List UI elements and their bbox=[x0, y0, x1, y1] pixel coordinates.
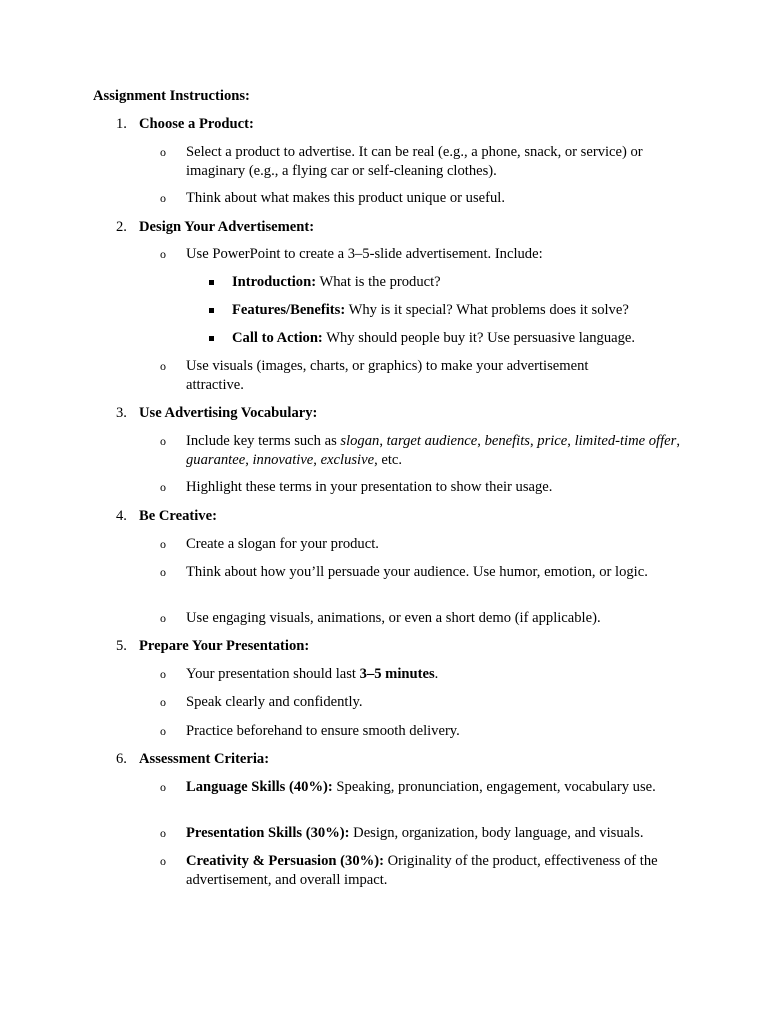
list-item: Highlight these terms in your presentation to show their usage. bbox=[186, 479, 553, 495]
sub-list-item bbox=[232, 329, 692, 348]
sub-item-text: Why is it special? What problems does it solve? bbox=[345, 302, 629, 318]
hollow-bullet-icon: o bbox=[160, 780, 166, 794]
sub-item-label: Features/Benefits: bbox=[232, 302, 346, 318]
hollow-bullet-icon: o bbox=[160, 854, 166, 868]
criteria-label: Presentation Skills (30%): bbox=[186, 825, 350, 841]
section-title: Design Your Advertisement: bbox=[139, 219, 315, 235]
hollow-bullet-icon: o bbox=[160, 434, 166, 448]
criteria-item bbox=[186, 778, 666, 797]
list-item: Create a slogan for your product. bbox=[186, 536, 379, 552]
vocabulary-term: exclusive bbox=[320, 451, 375, 468]
hollow-bullet-icon: o bbox=[160, 247, 166, 261]
vocabulary-intro: Include key terms such as bbox=[186, 433, 341, 449]
sub-item-text: Why should people buy it? Use persuasive language. bbox=[322, 330, 636, 346]
section-number: 4. bbox=[116, 508, 127, 524]
sub-list-item bbox=[232, 301, 692, 320]
hollow-bullet-icon: o bbox=[160, 191, 166, 205]
vocabulary-term: guarantee bbox=[186, 451, 246, 468]
duration-text-after: . bbox=[434, 666, 439, 682]
list-item: Think about what makes this product unique or useful. bbox=[186, 190, 505, 206]
hollow-bullet-icon: o bbox=[160, 611, 166, 625]
vocabulary-term: limited-time offer bbox=[574, 433, 677, 449]
sub-item-label: Call to Action: bbox=[232, 330, 323, 346]
section-title: Be Creative: bbox=[139, 508, 217, 524]
hollow-bullet-icon: o bbox=[160, 145, 166, 159]
assignment-heading: Assignment Instructions: bbox=[93, 88, 250, 104]
list-item: Speak clearly and confidently. bbox=[186, 694, 363, 710]
list-item bbox=[186, 665, 686, 684]
section-number: 2. bbox=[116, 219, 127, 235]
hollow-bullet-icon: o bbox=[160, 724, 166, 738]
section-number: 5. bbox=[116, 638, 127, 654]
hollow-bullet-icon: o bbox=[160, 480, 166, 494]
criteria-item bbox=[186, 852, 678, 889]
criteria-text: Speaking, pronunciation, engagement, vocabulary use. bbox=[332, 779, 656, 795]
list-item: Think about how you’ll persuade your audience. Use humor, emotion, or logic. bbox=[186, 564, 648, 580]
vocabulary-term: target audience bbox=[386, 433, 478, 449]
hollow-bullet-icon: o bbox=[160, 359, 166, 373]
hollow-bullet-icon: o bbox=[160, 695, 166, 709]
list-item: Practice beforehand to ensure smooth delivery. bbox=[186, 723, 460, 739]
section-title: Assessment Criteria: bbox=[139, 751, 270, 767]
list-item: Use PowerPoint to create a 3–5-slide advertisement. Include: bbox=[186, 246, 543, 262]
sub-item-text: What is the product? bbox=[316, 274, 441, 290]
hollow-bullet-icon: o bbox=[160, 537, 166, 551]
hollow-bullet-icon: o bbox=[160, 667, 166, 681]
vocabulary-term: benefits bbox=[484, 433, 530, 449]
sub-list-item bbox=[232, 273, 692, 292]
square-bullet-icon bbox=[209, 336, 214, 341]
list-item: Use visuals (images, charts, or graphics) to make your advertisement attractive. bbox=[186, 358, 589, 393]
duration-text-before: Your presentation should last bbox=[186, 666, 360, 682]
sub-item-label: Introduction: bbox=[232, 274, 317, 290]
duration-value: 3–5 minutes bbox=[359, 666, 435, 682]
vocabulary-term: slogan bbox=[340, 433, 380, 449]
section-number: 1. bbox=[116, 116, 127, 132]
section-title: Prepare Your Presentation: bbox=[139, 638, 310, 654]
section-title: Use Advertising Vocabulary: bbox=[139, 405, 318, 421]
criteria-label: Language Skills (40%): bbox=[186, 779, 333, 795]
list-item: Select a product to advertise. It can be real (e.g., a phone, snack, or service) or imaginary (e.g., a flying car or self-cleaning clothes). bbox=[186, 144, 643, 179]
vocabulary-ending: , etc. bbox=[374, 451, 403, 468]
section-number: 3. bbox=[116, 405, 127, 421]
vocabulary-list-item: Include key terms such as slogan, target audience, benefits, price, limited-time offer, guarantee, innovative, exclusive, etc. bbox=[186, 433, 680, 468]
criteria-text: Design, organization, body language, and visuals. bbox=[349, 825, 644, 841]
vocabulary-term: price bbox=[537, 433, 568, 449]
section-number: 6. bbox=[116, 751, 127, 767]
criteria-item bbox=[186, 824, 686, 843]
hollow-bullet-icon: o bbox=[160, 565, 166, 579]
vocabulary-term: innovative bbox=[252, 451, 314, 468]
list-item: Use engaging visuals, animations, or even a short demo (if applicable). bbox=[186, 610, 601, 626]
criteria-label: Creativity & Persuasion (30%): bbox=[186, 853, 384, 869]
square-bullet-icon bbox=[209, 308, 214, 313]
section-title: Choose a Product: bbox=[139, 116, 254, 132]
criteria-text: Originality of the product, effectiveness of the advertisement, and overall impact. bbox=[186, 853, 658, 888]
square-bullet-icon bbox=[209, 280, 214, 285]
hollow-bullet-icon: o bbox=[160, 826, 166, 840]
